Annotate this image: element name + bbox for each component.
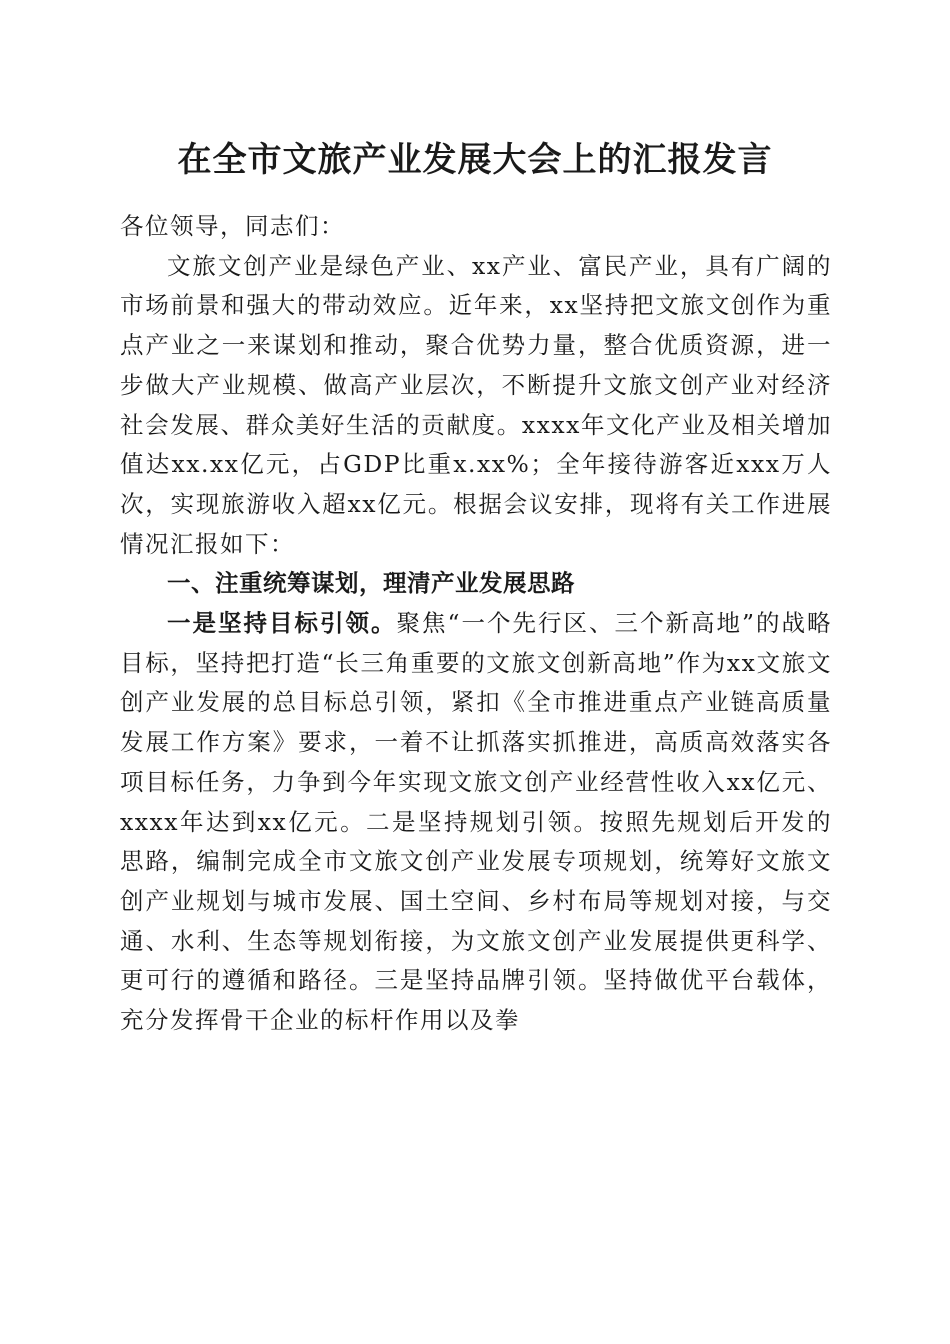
- document-body: [120, 207, 832, 1041]
- paragraph-body: 聚焦“一个先行区、三个新高地”的战略目标，坚持把打造“长三角重要的文旅文创新高地”作为xx文旅文创产业发展的总目标总引领，紧扣《全市推进重点产业链高质量发展工作方案》要求，一着不让抓落实抓推进，高质高效落实各项目标任务，力争到今年实现文旅文创产业经营性收入xx亿元、xxxx年达到xx亿元。二是坚持规划引领。按照先规划后开发的思路，编制完成全市文旅文创产业发展专项规划，统筹好文旅文创产业规划与城市发展、国土空间、乡村布局等规划对接，与交通、水利、生态等规划衔接，为文旅文创产业发展提供更科学、更可行的遵循和路径。三是坚持品牌引领。坚持做优平台载体，充分发挥骨干企业的标杆作用以及拳: [120, 609, 833, 1035]
- salutation: 各位领导，同志们：: [120, 212, 345, 240]
- document-title: 在全市文旅产业发展大会上的汇报发言: [177, 140, 773, 180]
- section-heading: 一、注重统筹谋划，理清产业发展思路: [167, 569, 575, 598]
- paragraph-lead: 一是坚持目标引领。: [167, 609, 397, 638]
- section-paragraph: [120, 604, 832, 1041]
- intro-paragraph: 文旅文创产业是绿色产业、xx产业、富民产业，具有广阔的市场前景和强大的带动效应。近年来，xx坚持把文旅文创作为重点产业之一来谋划和推动，聚合优势力量，整合优质资源，进一步做大产业规模、做高产业层次，不断提升文旅文创产业对经济社会发展、群众美好生活的贡献度。xxxx年文化产业及相关增加值达xx.xx亿元，占GDP比重x.xx%；全年接待游客近xxx万人次，实现旅游收入超xx亿元。根据会议安排，现将有关工作进展情况汇报如下：: [120, 251, 832, 558]
